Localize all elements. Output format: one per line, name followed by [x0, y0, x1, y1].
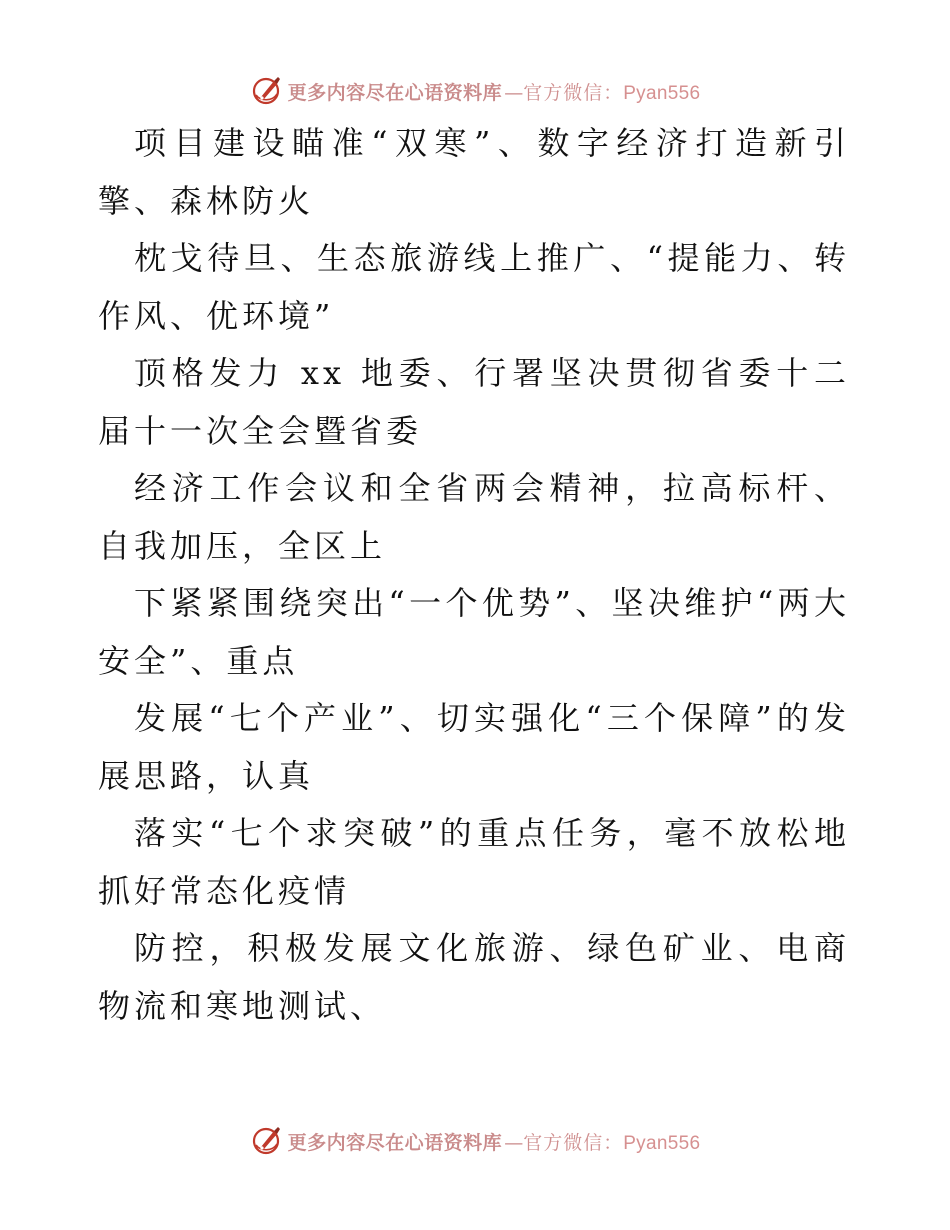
- body-paragraph: 发展“七个产业”、切实强化“三个保障”的发展思路，认真: [98, 699, 850, 795]
- watermark-wechat-id: Pyan556: [623, 1132, 701, 1154]
- watermark-wechat-label: 官方微信：: [523, 1131, 624, 1154]
- footer-watermark: [0, 1120, 950, 1160]
- body-paragraph: 项目建设瞄准“双寒”、数字经济打造新引擎、森林防火: [98, 124, 850, 220]
- header-watermark: [0, 70, 950, 110]
- watermark-brand-text: 更多内容尽在心语资料库: [287, 81, 503, 104]
- body-paragraph: 下紧紧围绕突出“一个优势”、坚决维护“两大安全”、重点: [98, 584, 850, 680]
- body-paragraph: 顶格发力 xx 地委、行署坚决贯彻省委十二届十一次全会暨省委: [98, 354, 850, 450]
- watermark-dash: —: [504, 81, 522, 104]
- body-paragraph: 防控，积极发展文化旅游、绿色矿业、电商物流和寒地测试、: [98, 929, 850, 1025]
- pen-swirl-logo-icon: [250, 1123, 284, 1157]
- watermark-dash: —: [504, 1131, 522, 1154]
- pen-swirl-logo-icon: [250, 73, 284, 107]
- watermark-wechat-id: Pyan556: [623, 82, 701, 104]
- body-paragraph: 经济工作会议和全省两会精神，拉高标杆、自我加压，全区上: [98, 469, 850, 565]
- body-paragraph: 枕戈待旦、生态旅游线上推广、“提能力、转作风、优环境”: [98, 239, 850, 335]
- body-paragraph: 落实“七个求突破”的重点任务，毫不放松地抓好常态化疫情: [98, 814, 850, 910]
- document-body: [98, 115, 850, 1035]
- watermark-wechat-label: 官方微信：: [523, 81, 624, 104]
- watermark-brand-text: 更多内容尽在心语资料库: [287, 1131, 503, 1154]
